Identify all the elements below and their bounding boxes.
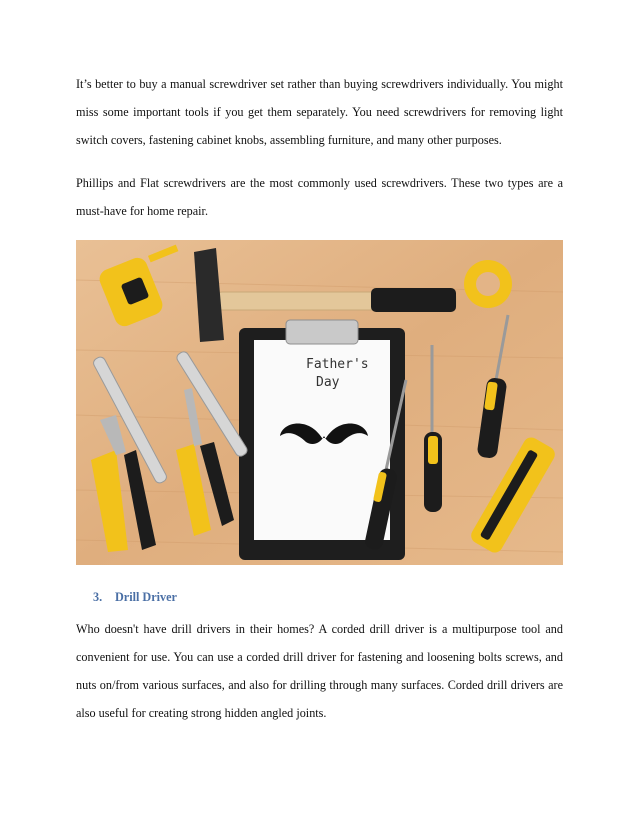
tape-roll xyxy=(464,260,512,308)
section-heading xyxy=(93,590,177,605)
clipboard-text-day: Day xyxy=(316,375,340,390)
tools-photo xyxy=(76,240,563,565)
paragraph-screwdriver-set: It’s better to buy a manual screwdriver set rather than buying screwdrivers individually. You might miss some important tools if you get them separately. You need screwdrivers for removing light switch covers, fastening cabinet knobs, assembling furniture, and many other purposes. xyxy=(76,77,563,147)
paragraph-phillips-flat: Phillips and Flat screwdrivers are the most commonly used screwdrivers. These two types are a must-have for home repair. xyxy=(76,176,563,218)
clipboard-text-fathers: Father's xyxy=(306,357,369,372)
paragraph-drill-driver: Who doesn't have drill drivers in their homes? A corded drill driver is a multipurpose tool and convenient for use. You can use a corded drill driver for fastening and loosening bolts screws, and nuts on/from various surfaces, and also for drilling through many surfaces. Corded drill drivers are also useful for creating strong hidden angled joints. xyxy=(76,622,563,720)
section-title: Drill Driver xyxy=(115,590,177,604)
section-number: 3. xyxy=(93,590,103,604)
